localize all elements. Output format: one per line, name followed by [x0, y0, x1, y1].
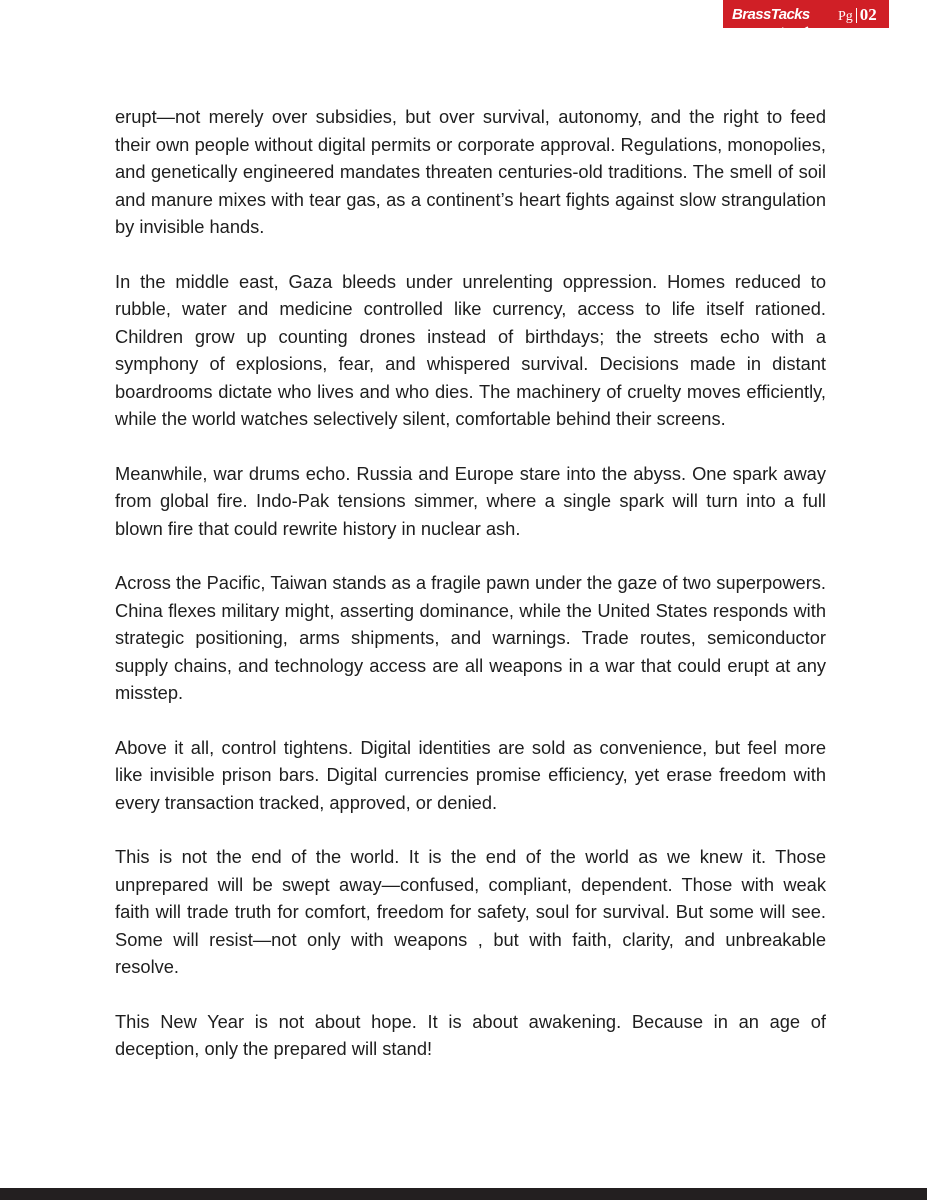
- brand-logo: BrassTacks: [732, 5, 810, 23]
- paragraph: Across the Pacific, Taiwan stands as a fragile pawn under the gaze of two superpowers. China flexes military might, asserting dominance, while the United States responds with strategic positioning, arms shipments, and warnings. Trade routes, semiconductor supply chains, and technology access are all weapons in a war that could erupt at any misstep.: [115, 572, 826, 703]
- page-label-text: Pg: [838, 9, 853, 24]
- paragraph: In the middle east, Gaza bleeds under unrelenting oppression. Homes reduced to rubble, water and medicine controlled like currency, access to life itself rationed. Children grow up counting drones instead of birthdays; the streets echo with a symphony of explosions, fear, and whispered survival. Decisions made in distant boardrooms dictate who lives and who dies. The machinery of cruelty moves efficiently, while the world watches selectively silent, comfortable behind their screens.: [115, 270, 826, 429]
- paragraph: Meanwhile, war drums echo. Russia and Europe stare into the abyss. One spark away from global fire. Indo-Pak tensions simmer, where a single spark will turn into a full blown fire that could rewrite history in nuclear ash.: [115, 462, 826, 539]
- paragraph: Above it all, control tightens. Digital identities are sold as convenience, but feel more like invisible prison bars. Digital currencies promise efficiency, yet erase freedom with every transaction tracked, approved, or denied.: [115, 736, 826, 813]
- paragraph: erupt—not merely over subsidies, but over survival, autonomy, and the right to feed their own people without digital permits or corporate approval. Regulations, monopolies, and genetically engineered mandates threaten centuries-old traditions. The smell of soil and manure mixes with tear gas, as a continent’s heart fights against slow strangulation by invisible hands.: [115, 106, 826, 237]
- header-badge: [723, 0, 889, 28]
- page-number: 02: [859, 5, 877, 24]
- page-label-divider: [856, 8, 857, 23]
- page-label: [838, 5, 877, 25]
- article-body: [115, 103, 826, 1090]
- paragraph: This New Year is not about hope. It is about awakening. Because in an age of deception, only the prepared will stand!: [115, 1010, 826, 1059]
- logo-swoosh-icon: [781, 26, 809, 34]
- footer-bar: [0, 1188, 927, 1200]
- paragraph: This is not the end of the world. It is the end of the world as we knew it. Those unprepared will be swept away—confused, compliant, dependent. Those with weak faith will trade truth for comfort, freedom for safety, soul for survival. But some will see. Some will resist—not only with weapons , but with faith, clarity, and unbreakable resolve.: [115, 846, 826, 977]
